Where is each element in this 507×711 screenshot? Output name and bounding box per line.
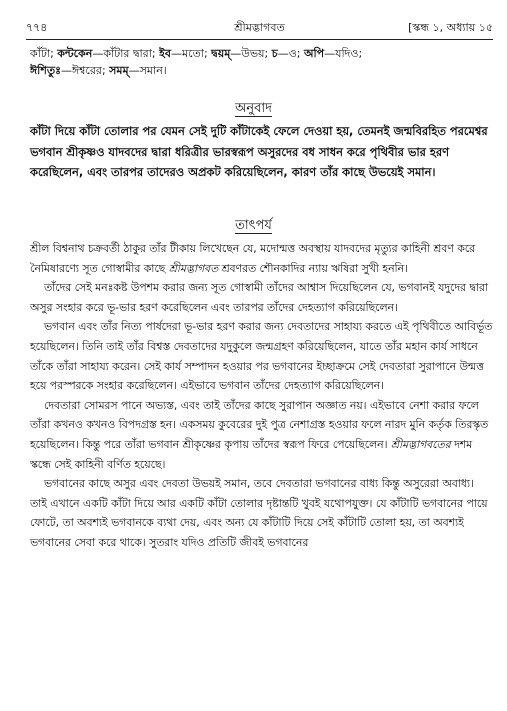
purport-paragraph: ভগবানের কাছে অসুর এবং দেবতা উভয়ই সমান, তবে দেবতারা ভগবানের বাধ্য কিন্তু অসুরেরা অবাধ্য। তাই এখানে একটি কাঁটা দিয়ে আর একটি কাঁটা তোলার দৃষ্টান্তটি খুবই যথোপযুক্ত। যে কাঁটাটি ভগবানের পায়ে ফোটে, তা অবশ্যই ভগবানকে ব্যথা দেয়, এবং অন্য যে কাঁটাটি দিয়ে সেই কাঁটাটি তোলা হয়, তা অবশ্যই ভগবানের সেবা করে থাকে। সুতরাং যদিও প্রতিটি জীবই ভগবানের (30, 477, 488, 549)
sanskrit-term: চ (271, 47, 278, 60)
purport-heading-text: তাৎপর্য (235, 218, 272, 233)
term-meaning: —যদিও; (324, 47, 363, 60)
purport-heading (0, 217, 507, 234)
term-meaning: —উভয়; (230, 47, 272, 60)
page-number: ৭৭৪ (26, 21, 48, 34)
purport-paragraph (30, 239, 493, 278)
book-title-italic: শ্রীমদ্ভাগবতের (390, 437, 451, 451)
sanskrit-term: ঈশিতুঃ (30, 64, 61, 77)
paragraph-text: দশম স্কন্ধে সেই কাহিনী বর্ণিত হয়েছে। (30, 437, 473, 471)
purport-paragraph: ভগবান এবং তাঁর নিত্য পার্ষদেরা ভূ-ভার হরণ করার জন্য দেবতাদের সাহায্য করতে এই পৃথিবীতে আবির্ভূত হয়েছিলেন। তিনি তাই তাঁর বিশ্বস্ত দেবতাদের যদুকুলে জন্মগ্রহণ করিয়েছিলেন, যাতে তাঁর মহান কার্য সাধনে তাঁকে তাঁরা সাহায্য করেন। সেই কার্য সম্পাদন হওয়ার পর ভগবানের ইচ্ছাক্রমে সেই দেবতারা সুরাপানে উন্মত্ত হয়ে পরস্পরকে সংহার করেছিলেন। এইভাবে ভগবান তাঁদের দেহত্যাগ করিয়েছিলেন। (30, 320, 493, 393)
canto-chapter-reference: [স্কন্ধ ১, অধ্যায় ১৫ (408, 21, 493, 34)
purport-paragraph: তাঁদের সেই মনঃকষ্ট উপশম করার জন্য সূত গোস্বামী তাঁদের আশ্বাস দিয়েছিলেন যে, ভগবানই যদুদের দ্বারা অসুর সংহার করে ভূ-ভার হরণ করেছিলেন এবং তারপর তাঁদের দেহত্যাগ করিয়েছিলেন। (30, 281, 489, 314)
translation-heading (0, 100, 507, 117)
book-title-italic: শ্রীমদ্ভাগবত (168, 261, 219, 275)
paragraph-text: দেবতারা সোমরস পানে অভ্যস্ত, এবং তাই তাঁদের কাছে সুরাপান অজ্ঞাত নয়। এইভাবে নেশা করার ফলে তাঁরা কখনও কখনও বিপদগ্রস্ত হন। একসময় কুবেরের দুই পুত্র নেশাগ্রস্ত হওয়ার ফলে নারদ মুনি কর্তৃক তিরস্কৃত হয়েছিলেন। কিন্তু পরে তাঁরা ভগবান শ্রীকৃষ্ণের কৃপায় তাঁদের স্বরূপ ফিরে পেয়েছিলেন। (30, 398, 489, 451)
purport-body (30, 239, 493, 553)
term-meaning: —সমান। (128, 64, 167, 77)
sanskrit-term: ইব (159, 47, 171, 60)
term-meaning: —ও; (277, 47, 304, 60)
term-meaning: —মতো; (170, 47, 212, 60)
translation-text: কাঁটা দিয়ে কাঁটা তোলার পর যেমন সেই দুটি কাঁটাকেই ফেলে দেওয়া হয়, তেমনই জন্মবিরহিত পরমেশ্বর ভগবান শ্রীকৃষ্ণও যাদবদের দ্বারা ধরিত্রীর ভারস্বরূপ অসুরদের বধ সাধন করে পৃথিবীর ভার হরণ করেছিলেন, এবং তারপর তাদেরও অপ্রকট করিয়েছিলেন, কারণ তাঁর কাছে উভয়েই সমান। (30, 124, 488, 179)
word-meanings (30, 45, 493, 79)
translation-heading-text: অনুবাদ (235, 101, 272, 116)
paragraph-text: শ্রীল বিশ্বনাথ চক্রবর্তী ঠাকুর তাঁর টীকায় লিখেছেন যে, মদোন্মত্ত অবস্থায় যাদবদের মৃত্যুর কাহিনী শ্রবণ করে নৈমিষারণ্যে সূত গোস্বামীর কাছে (30, 242, 476, 275)
sanskrit-term: দ্বয়ম্ (211, 47, 231, 60)
sanskrit-term: সমম্ (109, 64, 129, 77)
word-text: কাঁটা; (30, 47, 58, 60)
sanskrit-term: অপি (304, 47, 325, 60)
paragraph-text: শ্রবণরত শৌনকাদির ন্যায় ঋষিরা সুখী হননি। (218, 261, 408, 275)
term-meaning: —কাঁটার দ্বারা; (92, 47, 160, 60)
purport-paragraph (30, 396, 493, 474)
term-meaning: —ঈশ্বরের; (60, 64, 110, 77)
page-header (26, 20, 493, 36)
header-divider (26, 39, 493, 40)
running-title: শ্রীমদ্ভাগবত (234, 21, 285, 34)
sanskrit-term: কন্টকেন (57, 47, 93, 60)
